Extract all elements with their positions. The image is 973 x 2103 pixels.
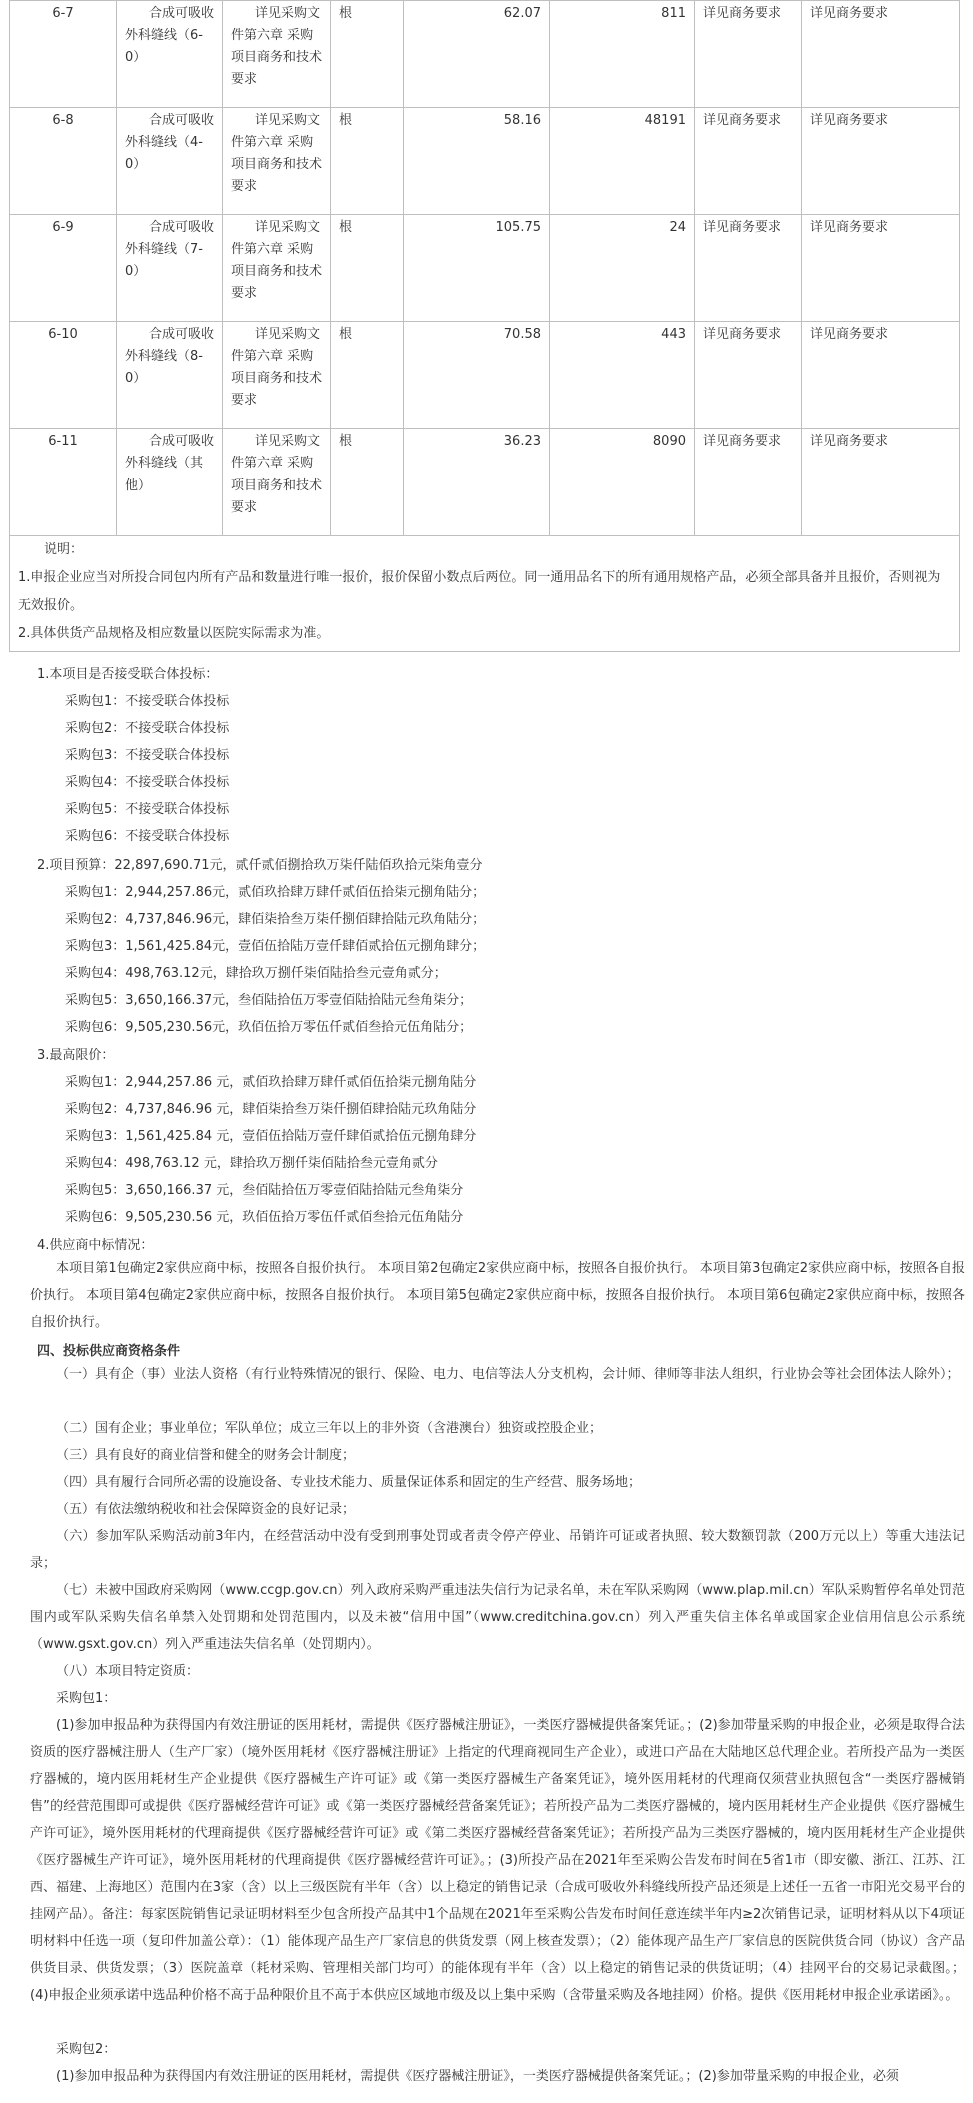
qualification-p6: （六）参加军队采购活动前3年内，在经营活动中没有受到刑事处罚或者责令停产停业、吊销许可证或者执照、较大数额罚款（200万元以上）等重大违法记录； xyxy=(30,1529,965,1571)
package-1-text: (1)参加申报品种为获得国内有效注册证的医用耗材，需提供《医疗器械注册证》，一类医疗器械提供备案凭证。；(2)参加带量采购的申报企业，必须是取得合法资质的医疗器械注册人（生产厂家）（境外医用耗材《医疗器械注册证》上指定的代理商视同生产企业），或进口产品在大陆地区总代理企业。若所投产品为一类医疗器械的，境内医用耗材生产企业提供《医疗器械生产许可证》或《第一类医疗器械生产备案凭证》，境外医用耗材的代理商仅须营业执照包含“一类医疗器械销售”的经营范围即可或提供《医疗器械经营许可证》或《第一类医疗器械经营备案凭证》；若所投产品为二类医疗器械的，境内医用耗材生产企业提供《医疗器械生产许可证》，境外医用耗材的代理商提供《医疗器械经营许可证》或《第二类医疗器械经营备案凭证》；若所投产品为三类医疗器械的，境内医用耗材生产企业提供《医疗器械生产许可证》，境外医用耗材的代理商提供《医疗器械经营许可证》。；(3)所投产品在2021年至采购公告发布时间在5省1市（即安徽、浙江、江苏、江西、福建、上海地区）范围内在3家（含）以上三级医院有半年（含）以上稳定的销售记录（合成可吸收外科缝线所投产品还须是上述任一五省一市阳光交易平台的挂网产品）。备注：每家医院销售记录证明材料至少包含所投产品其中1个品规在2021年至采购公告发布时间任意连续半年内≥2次销售记录，证明材料从以下4项证明材料中任选一项（复印件加盖公章）：（1）能体现产品生产厂家信息的供货发票（网上核查发票）；（2）能体现产品生产厂家信息的医院供货合同（协议）含产品供货目录、供货发票；（3）医院盖章（耗材采购、管理相关部门均可）的能体现有半年（含）以上稳定的销售记录的供货证明；（4）挂网平台的交易记录截图。；(4)申报企业须承诺中选品种价格不高于品种限价且不高于本供应区域地市级及以上集中采购（含带量采购及各地挂网）价格。提供《医用耗材申报企业承诺函》。。 xyxy=(30,1718,965,2003)
unit-cell: 根 xyxy=(331,108,404,215)
row-index-cell: 6-8 xyxy=(10,108,117,215)
maxprice-item: 采购包5：3,650,166.37 元，叁佰陆拾伍万零壹佰陆拾陆元叁角柒分 xyxy=(65,1183,464,1198)
table-row xyxy=(10,108,960,215)
joint-title: 1.本项目是否接受联合体投标： xyxy=(37,667,219,682)
product-table xyxy=(9,0,960,652)
note-line-1: 1.申报企业应当对所投合同包内所有产品和数量进行唯一报价，报价保留小数点后两位。同一通用品名下的所有通用规格产品，必须全部具备并且报价，否则视为无效报价。 xyxy=(18,570,941,613)
spec-reference-cell: 详见采购文件第六章 采购项目商务和技术要求 xyxy=(223,215,331,322)
business-requirement-cell: 详见商务要求 xyxy=(802,322,960,429)
business-requirement-cell: 详见商务要求 xyxy=(695,215,802,322)
winners-text: 本项目第1包确定2家供应商中标，按照各自报价执行。 本项目第2包确定2家供应商中标，按照各自报价执行。 本项目第3包确定2家供应商中标，按照各自报价执行。 本项目第4包确定2家供应商中标，按照各自报价执行。 本项目第5包确定2家供应商中标，按照各自报价执行。 本项目第6包确定2家供应商中标，按照各自报价执行。 xyxy=(30,1261,965,1330)
product-name-cell: 合成可吸收外科缝线（8-0） xyxy=(117,322,223,429)
maxprice-item: 采购包2：4,737,846.96 元，肆佰柒拾叁万柒仟捌佰肆拾陆元玖角陆分 xyxy=(65,1102,477,1117)
joint-item: 采购包2：不接受联合体投标 xyxy=(65,721,230,736)
spec-reference-cell: 详见采购文件第六章 采购项目商务和技术要求 xyxy=(223,1,331,108)
budget-item: 采购包2：4,737,846.96元，肆佰柒拾叁万柒仟捌佰肆拾陆元玖角陆分； xyxy=(65,912,486,927)
joint-item: 采购包6：不接受联合体投标 xyxy=(65,829,230,844)
qualification-p3: （三）具有良好的商业信誉和健全的财务会计制度； xyxy=(56,1448,356,1463)
product-name-cell: 合成可吸收外科缝线（6-0） xyxy=(117,1,223,108)
table-row xyxy=(10,215,960,322)
business-requirement-cell: 详见商务要求 xyxy=(802,429,960,536)
unit-price-cell: 36.23 xyxy=(404,429,550,536)
table-row xyxy=(10,322,960,429)
budget-item: 采购包6：9,505,230.56元，玖佰伍拾万零伍仟贰佰叁拾元伍角陆分； xyxy=(65,1020,473,1035)
quantity-cell: 24 xyxy=(550,215,695,322)
joint-item: 采购包5：不接受联合体投标 xyxy=(65,802,230,817)
table-row xyxy=(10,429,960,536)
qualification-p7: （七）未被中国政府采购网（www.ccgp.gov.cn）列入政府采购严重违法失信行为记录名单，未在军队采购网（www.plap.mil.cn）军队采购暂停名单处罚范围内或军队采购失信名单禁入处罚期和处罚范围内，以及未被“信用中国”（www.creditchina.gov.cn）列入严重失信主体名单或国家企业信用信息公示系统（www.gsxt.gov.cn）列入严重违法失信名单（处罚期内）。 xyxy=(30,1583,965,1652)
row-index-cell: 6-7 xyxy=(10,1,117,108)
qualification-p8: （八）本项目特定资质： xyxy=(56,1664,200,1679)
maxprice-item: 采购包3：1,561,425.84 元，壹佰伍拾陆万壹仟肆佰贰拾伍元捌角肆分 xyxy=(65,1129,477,1144)
spec-reference-cell: 详见采购文件第六章 采购项目商务和技术要求 xyxy=(223,108,331,215)
unit-price-cell: 70.58 xyxy=(404,322,550,429)
note-title: 说明： xyxy=(44,542,84,557)
maxprice-item: 采购包4：498,763.12 元，肆拾玖万捌仟柒佰陆拾叁元壹角贰分 xyxy=(65,1156,438,1171)
budget-item: 采购包3：1,561,425.84元，壹佰伍拾陆万壹仟肆佰贰拾伍元捌角肆分； xyxy=(65,939,486,954)
unit-price-cell: 62.07 xyxy=(404,1,550,108)
unit-cell: 根 xyxy=(331,429,404,536)
row-index-cell: 6-9 xyxy=(10,215,117,322)
row-index-cell: 6-10 xyxy=(10,322,117,429)
budget-item: 采购包4：498,763.12元，肆拾玖万捌仟柒佰陆拾叁元壹角贰分； xyxy=(65,966,447,981)
business-requirement-cell: 详见商务要求 xyxy=(695,322,802,429)
joint-item: 采购包4：不接受联合体投标 xyxy=(65,775,230,790)
maxprice-title: 3.最高限价： xyxy=(37,1048,115,1063)
product-name-cell: 合成可吸收外科缝线（4-0） xyxy=(117,108,223,215)
product-name-cell: 合成可吸收外科缝线（其他） xyxy=(117,429,223,536)
budget-item: 采购包1：2,944,257.86元，贰佰玖拾肆万肆仟贰佰伍拾柒元捌角陆分； xyxy=(65,885,486,900)
qualification-p2: （二）国有企业；事业单位；军队单位；成立三年以上的非外资（含港澳台）独资或控股企业； xyxy=(56,1421,603,1436)
qualification-heading: 四、投标供应商资格条件 xyxy=(37,1344,181,1359)
maxprice-item: 采购包6：9,505,230.56 元，玖佰伍拾万零伍仟贰佰叁拾元伍角陆分 xyxy=(65,1210,464,1225)
maxprice-item: 采购包1：2,944,257.86 元，贰佰玖拾肆万肆仟贰佰伍拾柒元捌角陆分 xyxy=(65,1075,477,1090)
qualification-p5: （五）有依法缴纳税收和社会保障资金的良好记录； xyxy=(56,1502,356,1517)
budget-title: 2.项目预算：22,897,690.71元，贰仟贰佰捌拾玖万柒仟陆佰玖拾元柒角壹分 xyxy=(37,858,483,873)
quantity-cell: 811 xyxy=(550,1,695,108)
qualification-p4: （四）具有履行合同所必需的设施设备、专业技术能力、质量保证体系和固定的生产经营、服务场地； xyxy=(56,1475,642,1490)
unit-cell: 根 xyxy=(331,215,404,322)
joint-item: 采购包3：不接受联合体投标 xyxy=(65,748,230,763)
quantity-cell: 8090 xyxy=(550,429,695,536)
package-2-label: 采购包2： xyxy=(56,2042,117,2057)
row-index-cell: 6-11 xyxy=(10,429,117,536)
product-name-cell: 合成可吸收外科缝线（7-0） xyxy=(117,215,223,322)
spec-reference-cell: 详见采购文件第六章 采购项目商务和技术要求 xyxy=(223,322,331,429)
note-line-2: 2.具体供货产品规格及相应数量以医院实际需求为准。 xyxy=(18,626,330,641)
unit-price-cell: 105.75 xyxy=(404,215,550,322)
package-1-label: 采购包1： xyxy=(56,1691,117,1706)
quantity-cell: 48191 xyxy=(550,108,695,215)
business-requirement-cell: 详见商务要求 xyxy=(695,429,802,536)
unit-price-cell: 58.16 xyxy=(404,108,550,215)
joint-item: 采购包1：不接受联合体投标 xyxy=(65,694,230,709)
unit-cell: 根 xyxy=(331,322,404,429)
business-requirement-cell: 详见商务要求 xyxy=(695,108,802,215)
spec-reference-cell: 详见采购文件第六章 采购项目商务和技术要求 xyxy=(223,429,331,536)
package-2-text: (1)参加申报品种为获得国内有效注册证的医用耗材，需提供《医疗器械注册证》，一类医疗器械提供备案凭证。；(2)参加带量采购的申报企业，必须 xyxy=(56,2069,899,2084)
winners-title: 4.供应商中标情况： xyxy=(37,1238,154,1253)
table-note xyxy=(10,536,960,652)
business-requirement-cell: 详见商务要求 xyxy=(802,108,960,215)
business-requirement-cell: 详见商务要求 xyxy=(802,1,960,108)
business-requirement-cell: 详见商务要求 xyxy=(802,215,960,322)
table-row xyxy=(10,1,960,108)
qualification-p1: （一）具有企（事）业法人资格（有行业特殊情况的银行、保险、电力、电信等法人分支机构，会计师、律师等非法人组织，行业协会等社会团体法人除外）； xyxy=(56,1367,960,1382)
unit-cell: 根 xyxy=(331,1,404,108)
budget-item: 采购包5：3,650,166.37元，叁佰陆拾伍万零壹佰陆拾陆元叁角柒分； xyxy=(65,993,473,1008)
business-requirement-cell: 详见商务要求 xyxy=(695,1,802,108)
quantity-cell: 443 xyxy=(550,322,695,429)
